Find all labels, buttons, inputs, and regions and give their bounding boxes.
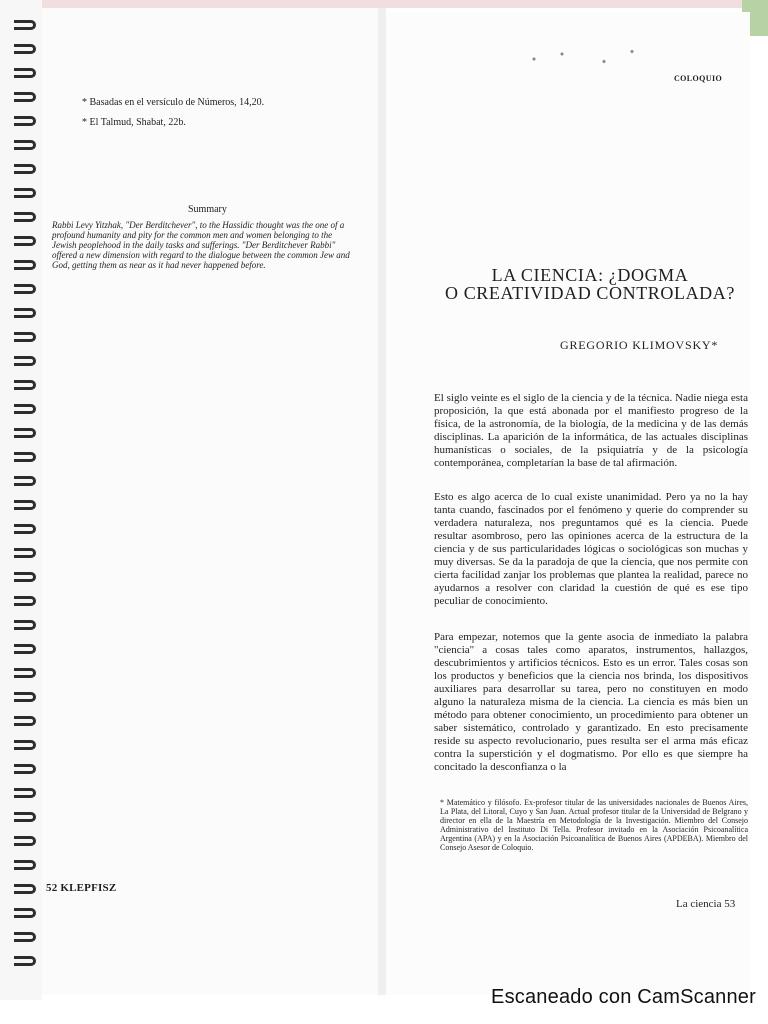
spiral-loop [14,692,36,702]
spiral-loop [14,500,36,510]
spiral-loop [14,188,36,198]
spiral-loop [14,164,36,174]
spiral-loop [14,140,36,150]
spiral-loop [14,308,36,318]
left-footnote-1-text: Basadas en el versículo de Números, 14,20. [89,97,265,108]
spiral-loop [14,620,36,630]
spiral-loop [14,68,36,78]
spiral-loop [14,740,36,750]
spiral-loop [14,812,36,822]
spiral-loop [14,356,36,366]
author-affiliation-footnote: * Matemático y filósofo. Ex-profesor titular de las universidades nacionales de Buenos Aires, La Plata, del Litoral, Cuyo y San Juan. Actual profesor titular de la Universidad de Belgrano y director en ella de la Maestría en Metodología de la Investigación. Miembro del Consejo Administrativo del Instituto Di Tella. Profesor invitado en la Asociación Psicoanalítica Argentina (APA) y en la Asociación Psicoanalítica de Buenos Aires (APDEBA). Miembro del Consejo Asesor de Coloquio. [440,798,748,852]
article-title [430,266,750,302]
spiral-loop [14,452,36,462]
spiral-loop [14,668,36,678]
right-page-header-smudge [520,34,660,84]
spiral-loop [14,860,36,870]
spiral-loop [14,908,36,918]
left-footnote-2-text: El Talmud, Shabat, 22b. [89,117,186,128]
right-page-header: COLOQUIO [674,74,723,83]
summary-title: Summary [188,204,227,215]
spiral-loop [14,764,36,774]
article-title-line-1: LA CIENCIA: ¿DOGMA [491,265,689,285]
spiral-loop [14,956,36,966]
book-gutter [378,8,386,995]
spiral-loop [14,380,36,390]
spiral-loop [14,788,36,798]
top-background [0,0,768,8]
spiral-loop [14,20,36,30]
spiral-loop [14,428,36,438]
spiral-loop [14,212,36,222]
left-footnote-2: * El Talmud, Shabat, 22b. [82,117,186,128]
summary-text-body: Rabbi Levy Yitzhak, "Der Berditchever", to the Hassidic thought was the one of a profound humanity and pity for the common men and women belonging to the Jewish peoplehood in the daily tasks and sufferings. "Der Berditchever Rabbi" offered a new dimension with regard to the dialogue between the common Jew and God, getting them as near as it had never happened before. [52,220,350,270]
left-page [42,8,378,995]
spiral-loop [14,932,36,942]
spiral-loop [14,116,36,126]
spiral-loop [14,884,36,894]
left-page-number: 52 KLEPFISZ [46,882,117,894]
spiral-binding [0,0,42,1000]
spiral-loop [14,548,36,558]
spiral-loop [14,404,36,414]
spiral-loop [14,596,36,606]
spiral-loop [14,524,36,534]
left-footnote-1: * Basadas en el versículo de Números, 14,20. [82,97,265,108]
camscanner-watermark: Escaneado con CamScanner [491,986,756,1008]
article-title-line-2: O CREATIVIDAD CONTROLADA? [445,283,735,303]
spiral-loop [14,332,36,342]
summary-text [52,220,350,270]
spiral-loop [14,644,36,654]
paragraph-1: El siglo veinte es el siglo de la ciencia y de la técnica. Nadie niega esta proposición, la que está abonada por el manifiesto progreso de la física, de la astronomía, de la biología, de la medicina y de las demás disciplinas. La aparición de la informática, de las actuales disciplinas humanísticas o sociales, de la psiquiatría y de la psicología contemporánea, completarían la base de tal afirmación. [434,392,748,469]
spiral-loop [14,284,36,294]
paragraph-3: Para empezar, notemos que la gente asocia de inmediato la palabra "ciencia" a cosas tales como aparatos, instrumentos, hallazgos, descubrimientos y artificios técnicos. Esto es un error. Tales cosas son los productos y beneficios que la ciencia nos brinda, los dispositivos auxiliares para desarrollar su tarea, pero no constituyen en modo alguno la naturaleza misma de la ciencia. La ciencia es más bien un método para obtener conocimiento, un procedimiento para obtener un saber sistemático, controlado y garantizado. En esto precisamente reside su aspecto revolucionario, pues resulta ser el arma más eficaz contra la superstición y el dogmatismo. Por ello es que siempre ha concitado la desconfianza o la [434,631,748,773]
spiral-loop [14,836,36,846]
right-page-number: La ciencia 53 [676,898,736,910]
article-author: GREGORIO KLIMOVSKY* [560,338,719,352]
spiral-loop [14,260,36,270]
spiral-loop [14,572,36,582]
paragraph-2: Esto es algo acerca de lo cual existe unanimidad. Pero ya no la hay tanta cuando, fascinados por el fenómeno y querie do comprender su verdadera naturaleza, nos preguntamos qué es la ciencia. Puede resultar asombroso, pero las opiniones acerca de la estructura de la ciencia y de sus particularidades lógicas o sociológicas son muchas y muy diversas. Se da la paradoja de que la ciencia, que nos permite con cierta facilidad zanjar los problemas que plantea la realidad, parece no ayudarnos a resolver con claridad la cuestión de qué es ese tipo peculiar de conocimiento. [434,491,748,607]
spiral-loop [14,44,36,54]
spiral-loop [14,236,36,246]
spiral-loop [14,716,36,726]
spiral-loop [14,92,36,102]
spiral-loop [14,476,36,486]
